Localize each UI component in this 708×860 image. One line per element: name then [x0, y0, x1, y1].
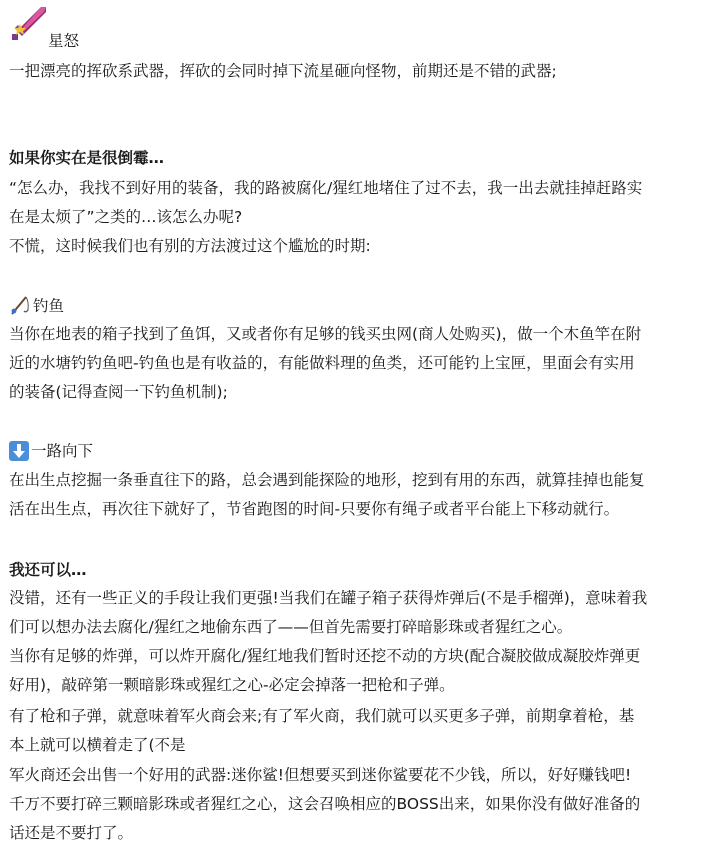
- more-line-8: 千万不要打碎三颗暗影珠或者猩红之心，这会召唤相应的BOSS出来，如果你没有做好准备的: [9, 795, 641, 813]
- fishing-pole-icon: [9, 294, 31, 316]
- intro-text: 不慌，这时候我们也有别的方法渡过这个尴尬的时期:: [9, 237, 371, 255]
- section-heading-unlucky: 如果你实在是很倒霉…: [9, 149, 165, 167]
- more-line-7: 军火商还会出售一个好用的武器:迷你鲨!但想要买到迷你鲨要花不少钱，所以，好好赚钱吧!: [9, 766, 632, 784]
- item-name: 星怒: [48, 32, 80, 50]
- down-arrow-icon: [9, 441, 29, 461]
- more-line-6: 本上就可以横着走了(不是: [9, 736, 186, 754]
- item-description: 一把漂亮的挥砍系武器，挥砍的会同时掉下流星砸向怪物，前期还是不错的武器;: [9, 62, 557, 80]
- more-line-3: 当你有足够的炸弹，可以炸开腐化/猩红地我们暂时还挖不动的方块(配合凝胶做成凝胶炸弹更: [9, 647, 641, 665]
- more-line-4: 好用)，敲碎第一颗暗影珠或猩红之心-必定会掉落一把枪和子弹。: [9, 676, 455, 694]
- fishing-line-1: 当你在地表的箱子找到了鱼饵，又或者你有足够的钱买虫网(商人处购买)，做一个木鱼竿在附: [9, 325, 642, 343]
- more-line-5: 有了枪和子弹，就意味着军火商会来;有了军火商，我们就可以买更多子弹，前期拿着枪，基: [9, 707, 635, 725]
- fishing-title: 钓鱼: [33, 297, 65, 315]
- star-wrath-sword-icon: [8, 4, 48, 44]
- quote-line-1: “怎么办，我找不到好用的装备，我的路被腐化/猩红地堵住了过不去，我一出去就挂掉赶路实: [9, 179, 643, 197]
- more-line-2: 们可以想办法去腐化/猩红之地偷东西了——但首先需要打碎暗影珠或者猩红之心。: [9, 618, 573, 636]
- down-line-2: 活在出生点，再次往下就好了，节省跑图的时间-只要你有绳子或者平台能上下移动就行。: [9, 500, 620, 518]
- more-line-1: 没错，还有一些正义的手段让我们更强!当我们在罐子箱子获得炸弹后(不是手榴弹)，意味着我: [9, 589, 648, 607]
- section-heading-more: 我还可以…: [9, 561, 87, 579]
- down-title: 一路向下: [31, 442, 94, 460]
- quote-line-2: 在是太烦了”之类的…该怎么办呢?: [9, 208, 243, 226]
- fishing-line-3: 的装备(记得查阅一下钓鱼机制);: [9, 383, 228, 401]
- down-line-1: 在出生点挖掘一条垂直往下的路，总会遇到能探险的地形，挖到有用的东西，就算挂掉也能复: [9, 471, 645, 489]
- more-line-9: 话还是不要打了。: [9, 824, 134, 842]
- fishing-line-2: 近的水塘钓钓鱼吧-钓鱼也是有收益的，有能做料理的鱼类，还可能钓上宝匣，里面会有实用: [9, 354, 635, 372]
